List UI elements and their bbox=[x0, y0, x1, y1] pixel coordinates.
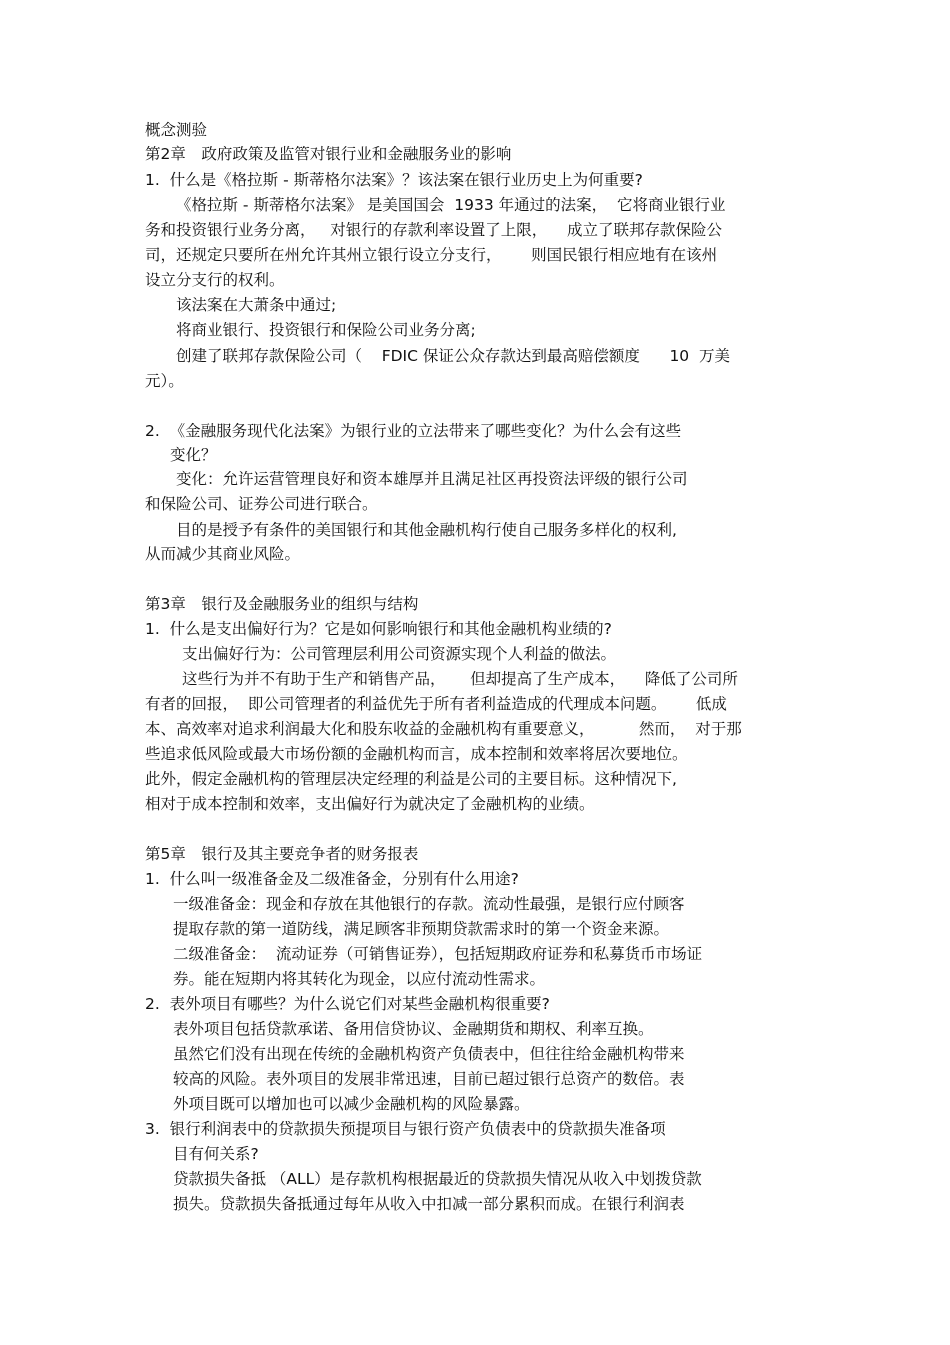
ch3-q1-answer-line: 支出偏好行为：公司管理层利用公司资源实现个人利益的做法。 bbox=[182, 645, 617, 663]
ch2-q1-answer-line: 《格拉斯 - 斯蒂格尔法案》 是美国国会 1933 年通过的法案， 它将商业银行业 bbox=[176, 196, 726, 214]
chapter-5-heading: 第5章 银行及其主要竞争者的财务报表 bbox=[145, 845, 419, 863]
ch2-q1-point: 元）。 bbox=[145, 372, 184, 390]
ch2-q1-point: 将商业银行、投资银行和保险公司业务分离; bbox=[176, 321, 476, 339]
ch2-q1-answer-line: 司，还规定只要所在州允许其州立银行设立分支行， 则国民银行相应地有在该州 bbox=[145, 246, 718, 264]
ch5-q2-question: 2. 表外项目有哪些？为什么说它们对某些金融机构很重要? bbox=[145, 995, 550, 1013]
ch3-q1-answer-line: 相对于成本控制和效率，支出偏好行为就决定了金融机构的业绩。 bbox=[145, 795, 595, 813]
chapter-2-heading: 第2章 政府政策及监管对银行业和金融服务业的影响 bbox=[145, 145, 512, 163]
ch2-q2-answer-line: 从而减少其商业风险。 bbox=[145, 545, 301, 563]
chapter-3-heading: 第3章 银行及金融服务业的组织与结构 bbox=[145, 595, 419, 613]
ch5-q2-answer-line: 表外项目包括贷款承诺、备用信贷协议、金融期货和期权、利率互换。 bbox=[173, 1020, 654, 1038]
ch5-q2-answer-line: 虽然它们没有出现在传统的金融机构资产负债表中，但往往给金融机构带来 bbox=[173, 1045, 685, 1063]
ch2-q2-answer-line: 和保险公司、证券公司进行联合。 bbox=[145, 495, 378, 513]
ch2-q1-point: 创建了联邦存款保险公司（ FDIC 保证公众存款达到最高赔偿额度 10 万美 bbox=[176, 347, 731, 365]
ch2-q1-question: 1. 什么是《格拉斯 - 斯蒂格尔法案》？该法案在银行业历史上为何重要? bbox=[145, 171, 643, 189]
ch5-q1-answer-line: 提取存款的第一道防线，满足顾客非预期贷款需求时的第一个资金来源。 bbox=[173, 920, 670, 938]
ch3-q1-answer-line: 本、高效率对追求利润最大化和股东收益的金融机构有重要意义， 然而， 对于那 bbox=[145, 720, 742, 738]
ch5-q2-answer-line: 外项目既可以增加也可以减少金融机构的风险暴露。 bbox=[173, 1095, 530, 1113]
ch2-q2-question: 2. 《金融服务现代化法案》为银行业的立法带来了哪些变化？为什么会有这些 bbox=[145, 422, 682, 440]
ch5-q3-answer-line: 贷款损失备抵 （ALL）是存款机构根据最近的贷款损失情况从收入中划拨贷款 bbox=[173, 1170, 702, 1188]
ch5-q1-answer-line: 二级准备金： 流动证券（可销售证券），包括短期政府证券和私募货币市场证 bbox=[173, 945, 703, 963]
ch3-q1-answer-line: 有者的回报， 即公司管理者的利益优先于所有者利益造成的代理成本问题。 低成 bbox=[145, 695, 727, 713]
ch2-q1-answer-line: 设立分支行的权利。 bbox=[145, 271, 285, 289]
ch5-q2-answer-line: 较高的风险。表外项目的发展非常迅速，目前已超过银行总资产的数倍。表 bbox=[173, 1070, 685, 1088]
ch3-q1-answer-line: 此外，假定金融机构的管理层决定经理的利益是公司的主要目标。这种情况下, bbox=[145, 770, 677, 788]
ch5-q3-answer-line: 损失。贷款损失备抵通过每年从收入中扣减一部分累积而成。在银行利润表 bbox=[173, 1195, 685, 1213]
ch3-q1-answer-line: 这些行为并不有助于生产和销售产品， 但却提高了生产成本， 降低了公司所 bbox=[182, 670, 738, 688]
ch5-q1-answer-line: 一级准备金：现金和存放在其他银行的存款。流动性最强，是银行应付顾客 bbox=[173, 895, 685, 913]
ch3-q1-answer-line: 些追求低风险或最大市场份额的金融机构而言，成本控制和效率将居次要地位。 bbox=[145, 745, 688, 763]
ch5-q1-question: 1. 什么叫一级准备金及二级准备金，分别有什么用途? bbox=[145, 870, 519, 888]
ch2-q1-point: 该法案在大萧条中通过; bbox=[176, 296, 337, 314]
ch2-q2-answer-line: 目的是授予有条件的美国银行和其他金融机构行使自己服务多样化的权利, bbox=[176, 521, 677, 539]
ch2-q1-answer-line: 务和投资银行业务分离， 对银行的存款利率设置了上限， 成立了联邦存款保险公 bbox=[145, 221, 722, 239]
ch5-q3-question: 3. 银行利润表中的贷款损失预提项目与银行资产负债表中的贷款损失准备项 bbox=[145, 1120, 666, 1138]
ch5-q3-question: 目有何关系? bbox=[173, 1145, 259, 1163]
ch2-q2-answer-line: 变化：允许运营管理良好和资本雄厚并且满足社区再投资法评级的银行公司 bbox=[176, 470, 688, 488]
ch3-q1-question: 1. 什么是支出偏好行为？它是如何影响银行和其他金融机构业绩的? bbox=[145, 620, 612, 638]
ch5-q1-answer-line: 券。能在短期内将其转化为现金，以应付流动性需求。 bbox=[173, 970, 546, 988]
ch2-q2-question: 变化？ bbox=[170, 446, 217, 464]
document-title: 概念测验 bbox=[145, 121, 208, 139]
